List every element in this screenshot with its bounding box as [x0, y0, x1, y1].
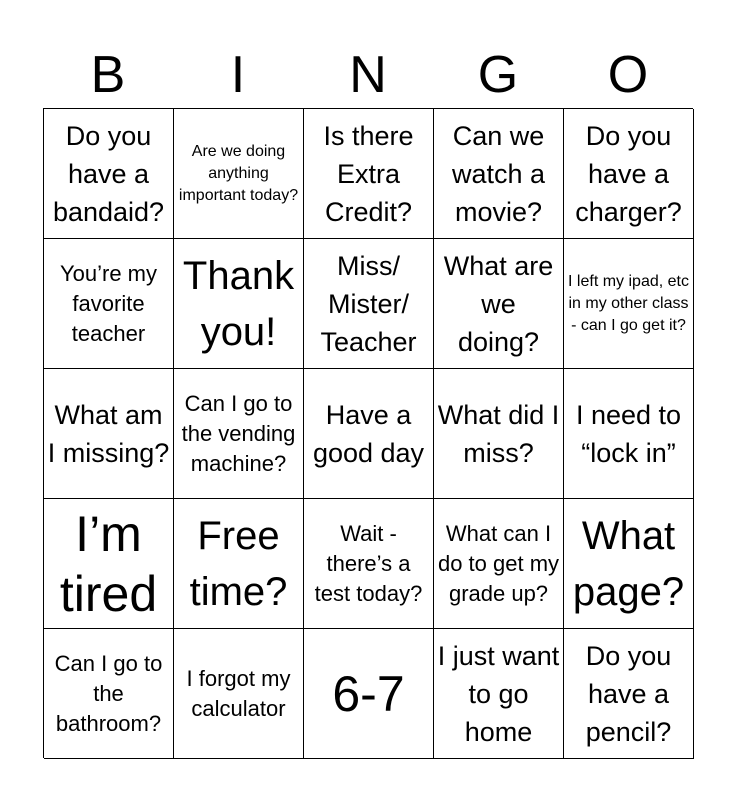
bingo-cell[interactable]: [174, 629, 304, 759]
cell-text: Have a good day: [312, 399, 425, 468]
header-letter-i: I: [230, 46, 246, 104]
cell-text: Miss/ Mister/ Teacher: [320, 250, 417, 357]
cell-text: I left my ipad, etc in my other class - can I go get it?: [568, 272, 689, 334]
cell-text: I just want to go home: [437, 640, 560, 747]
cell-text: Can I go to the vending machine?: [181, 390, 296, 476]
cell-text: What are we doing?: [443, 250, 554, 357]
cell-text: What am I missing?: [47, 399, 170, 468]
cell-text: I need to “lock in”: [575, 399, 682, 468]
bingo-header: [43, 42, 693, 108]
bingo-cell[interactable]: [304, 499, 434, 629]
bingo-cell[interactable]: [434, 369, 564, 499]
header-letter-b: B: [90, 46, 126, 104]
bingo-cell[interactable]: [434, 629, 564, 759]
cell-text: Are we doing anything important today?: [178, 142, 299, 204]
cell-text: What can I do to get my grade up?: [437, 520, 560, 606]
cell-text: Wait - there’s a test today?: [314, 520, 423, 606]
bingo-cell[interactable]: [564, 239, 694, 369]
bingo-cell[interactable]: [174, 499, 304, 629]
bingo-cell[interactable]: [434, 239, 564, 369]
bingo-cell[interactable]: [174, 369, 304, 499]
cell-text: You’re my favorite teacher: [59, 260, 157, 346]
bingo-cell[interactable]: [44, 499, 174, 629]
cell-text: Do you have a bandaid?: [52, 120, 165, 227]
cell-text: I’m tired: [59, 505, 158, 622]
cell-text: Can we watch a movie?: [451, 120, 546, 227]
bingo-cell[interactable]: [304, 369, 434, 499]
bingo-cell[interactable]: [44, 369, 174, 499]
bingo-cell[interactable]: [174, 109, 304, 239]
bingo-cell[interactable]: [564, 369, 694, 499]
cell-text: Is there Extra Credit?: [323, 120, 414, 227]
bingo-cell[interactable]: [304, 239, 434, 369]
bingo-cell[interactable]: [564, 629, 694, 759]
bingo-cell[interactable]: [564, 109, 694, 239]
cell-text: Free time?: [189, 513, 288, 614]
bingo-cell[interactable]: [44, 239, 174, 369]
cell-text: Do you have a pencil?: [585, 640, 672, 747]
bingo-cell[interactable]: [44, 629, 174, 759]
bingo-cell[interactable]: [564, 499, 694, 629]
cell-text: I forgot my calculator: [186, 665, 291, 721]
cell-text: Thank you!: [182, 253, 295, 354]
bingo-cell[interactable]: [44, 109, 174, 239]
bingo-board: [43, 108, 693, 758]
bingo-cell[interactable]: [174, 239, 304, 369]
cell-text: 6-7: [332, 665, 405, 722]
bingo-cell[interactable]: [434, 109, 564, 239]
bingo-cell[interactable]: [304, 109, 434, 239]
bingo-cell[interactable]: [434, 499, 564, 629]
cell-text: Can I go to the bathroom?: [54, 650, 163, 736]
cell-text: What page?: [572, 513, 685, 614]
cell-text: What did I miss?: [437, 399, 560, 468]
header-letter-g: G: [477, 46, 519, 104]
header-letter-o: O: [607, 46, 649, 104]
cell-text: Do you have a charger?: [575, 120, 682, 227]
header-letter-n: N: [349, 46, 387, 104]
bingo-cell-free[interactable]: [304, 629, 434, 759]
